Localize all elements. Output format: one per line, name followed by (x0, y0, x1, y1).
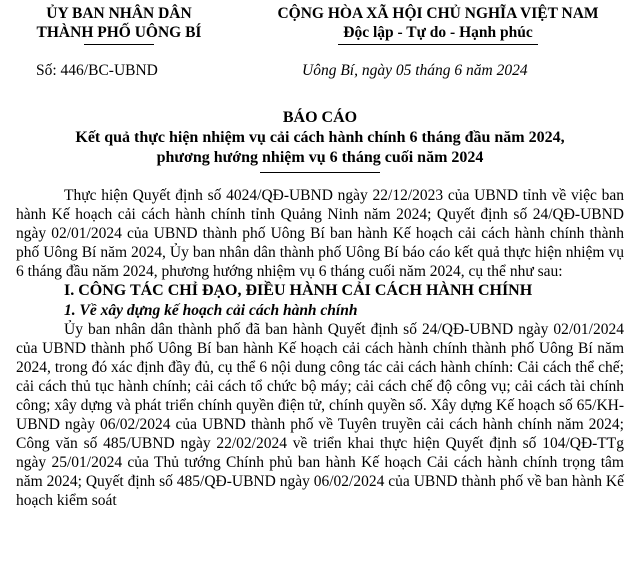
reference-line (0, 62, 640, 84)
country-name: CỘNG HÒA XÃ HỘI CHỦ NGHĨA VIỆT NAM (277, 5, 599, 22)
document-number: Số: 446/BC-UBND (36, 62, 158, 79)
authority-underline (84, 44, 154, 45)
authority-line-2: THÀNH PHỐ UÔNG BÍ (36, 24, 202, 41)
document-body (16, 186, 624, 510)
section-1-heading: I. CÔNG TÁC CHỈ ĐẠO, ĐIỀU HÀNH CẢI CÁCH HÀNH CHÍNH (64, 282, 533, 299)
document-title: BÁO CÁO (282, 109, 358, 126)
title-underline (260, 172, 380, 173)
issuing-authority (14, 4, 224, 45)
subsection-1-heading: 1. Về xây dựng kế hoạch cải cách hành chính (64, 302, 358, 319)
authority-line-1: ỦY BAN NHÂN DÂN (46, 5, 192, 22)
subsection-1-paragraph: Ủy ban nhân dân thành phố đã ban hành Quyết định số 24/QĐ-UBND ngày 02/01/2024 của UBND thành phố Uông Bí ban hành Kế hoạch cải cách hành chính thành phố Uông Bí năm 2024, trong đó xác định đầy đủ, cụ thể 6 nội dung công tác cải cách hành chính: Cải cách thể chế; cải cách thủ tục hành chính; cải cách tổ chức bộ máy; cải cách chế độ công vụ; cải cách tài chính công; xây dựng và phát triển chính quyền điện tử, chính quyền số. Xây dựng Kế hoạch số 65/KH-UBND ngày 06/02/2024 của UBND thành phố về Tuyên truyền cải cách hành chính năm 2024; Công văn số 485/UBND ngày 22/02/2024 về triển khai thực hiện Quyết định số 104/QĐ-TTg ngày 25/01/2024 của Thủ tướng Chính phủ ban hành Kế hoạch Cải cách hành chính trọng tâm năm 2024; Quyết định số 485/QĐ-UBND ngày 06/02/2024 của UBND thành phố về ban hành Kế hoạch kiểm soát (16, 321, 624, 509)
place-and-date: Uông Bí, ngày 05 tháng 6 năm 2024 (302, 62, 528, 79)
document-subtitle-line-1: Kết quả thực hiện nhiệm vụ cải cách hành chính 6 tháng đầu năm 2024, (75, 129, 565, 146)
national-motto (238, 4, 638, 45)
document-header (0, 4, 640, 60)
motto-underline (338, 44, 538, 45)
document-subtitle-line-2: phương hướng nhiệm vụ 6 tháng cuối năm 2024 (156, 149, 484, 166)
motto: Độc lập - Tự do - Hạnh phúc (343, 24, 533, 41)
title-block (0, 108, 640, 173)
intro-paragraph: Thực hiện Quyết định số 4024/QĐ-UBND ngày 22/12/2023 của UBND tỉnh về việc ban hành Kế hoạch cải cách hành chính tỉnh Quảng Ninh năm 2024; Quyết định số 24/QĐ-UBND ngày 02/01/2024 của UBND thành phố Uông Bí ban hành Kế hoạch cải cách hành chính thành phố Uông Bí năm 2024, Ủy ban nhân dân thành phố Uông Bí báo cáo kết quả thực hiện nhiệm vụ 6 tháng đầu năm 2024, phương hướng nhiệm vụ 6 tháng cuối năm 2024, cụ thể như sau: (16, 187, 624, 280)
